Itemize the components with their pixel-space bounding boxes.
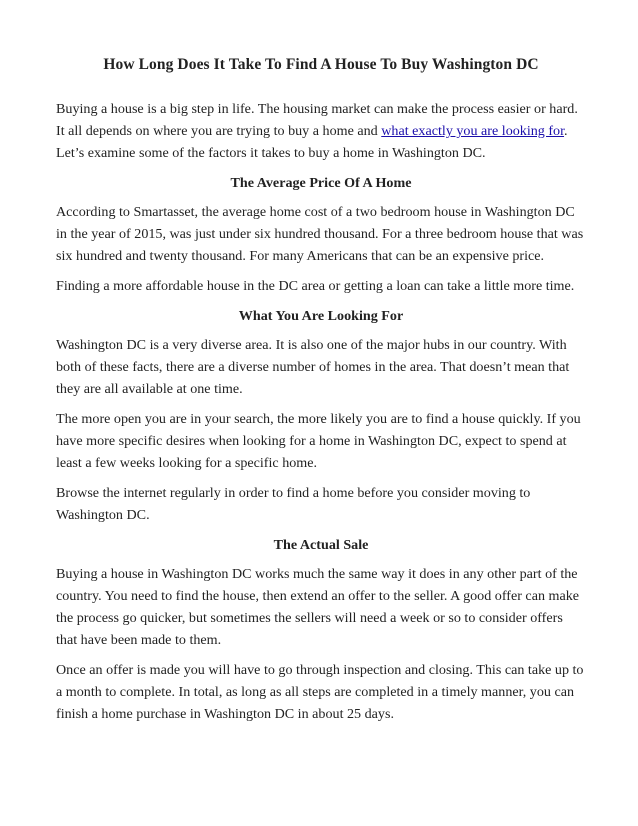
section-paragraph: Buying a house in Washington DC works much the same way it does in any other part of the country. You need to find the house, then extend an offer to the seller. A good offer can make the process go quicker, but sometimes the sellers will need a week or so to consider offers that have been made to them. — [56, 566, 580, 648]
section-paragraph: Washington DC is a very diverse area. It is also one of the major hubs in our country. With both of these facts, there are a diverse number of homes in the area. That doesn’t mean that they are all available at one time. — [56, 337, 570, 397]
section-paragraph: According to Smartasset, the average home cost of a two bedroom house in Washington DC in the year of 2015, was just under six hundred thousand. For a three bedroom house that was six hundred and twenty thousand. For many Americans that can be an expensive price. — [56, 204, 584, 264]
section-heading-looking-for: What You Are Looking For — [238, 308, 404, 324]
section-paragraph: Once an offer is made you will have to go through inspection and closing. This can take up to a month to complete. In total, as long as all steps are completed in a timely manner, you can finish a home purchase in Washington DC in about 25 days. — [56, 662, 584, 722]
section-paragraph: Browse the internet regularly in order to find a home before you consider moving to Washington DC. — [56, 485, 531, 523]
document-title: How Long Does It Take To Find A House To Buy Washington DC — [103, 56, 539, 73]
what-you-are-looking-for-link[interactable]: what exactly you are looking for — [381, 123, 565, 139]
intro-text-after: . Let’s examine some of the factors it takes to buy a home in Washington DC. — [56, 123, 568, 161]
document-page — [56, 56, 586, 733]
intro-text-before: Buying a house is a big step in life. The housing market can make the process easier or hard. It all depends on where you are trying to buy a home and — [56, 101, 578, 139]
section-paragraph: Finding a more affordable house in the DC area or getting a loan can take a little more time. — [56, 278, 575, 294]
intro-paragraph — [56, 98, 586, 164]
section-paragraph: The more open you are in your search, the more likely you are to find a house quickly. If you have more specific desires when looking for a home in Washington DC, expect to spend at least a few weeks looking for a specific home. — [56, 411, 581, 471]
section-heading-actual-sale: The Actual Sale — [273, 537, 369, 553]
section-heading-average-price: The Average Price Of A Home — [230, 175, 412, 191]
